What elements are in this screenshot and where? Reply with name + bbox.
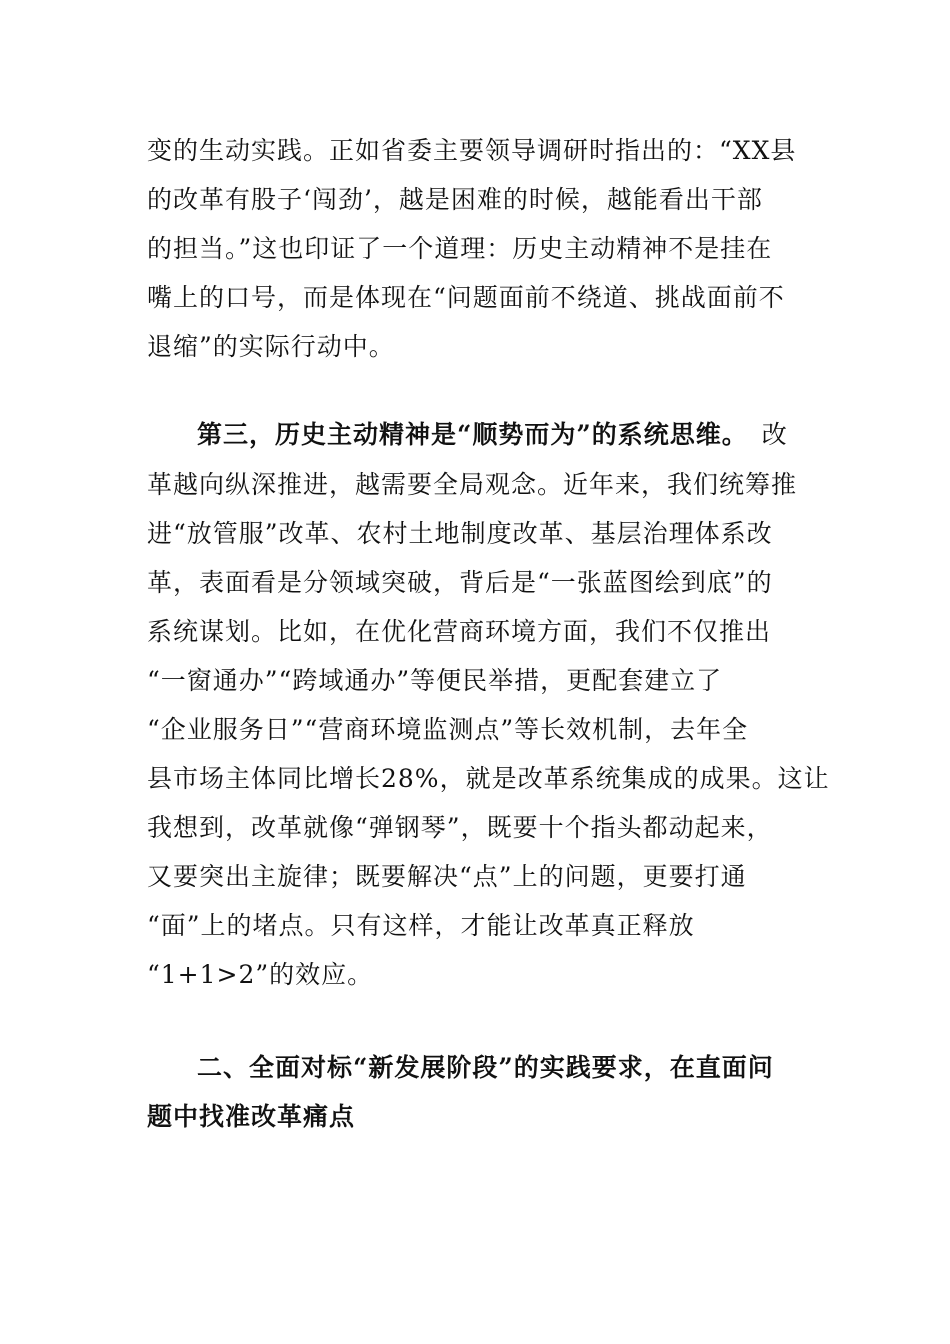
paragraph-line: “面”上的堵点。只有这样，才能让改革真正释放 [147, 911, 695, 940]
paragraph-line: 革越向纵深推进，越需要全局观念。近年来，我们统筹推 [147, 470, 798, 499]
paragraph-line: 退缩”的实际行动中。 [147, 332, 395, 361]
section-heading-line: 题中找准改革痛点 [147, 1102, 356, 1131]
paragraph-line: 进“放管服”改革、农村土地制度改革、基层治理体系改 [147, 519, 773, 548]
paragraph-line: “一窗通办”“跨域通办”等便民举措，更配套建立了 [147, 666, 723, 695]
paragraph-line: 又要突出主旋律；既要解决“点”上的问题，更要打通 [147, 862, 747, 891]
paragraph-text: 改 [761, 420, 788, 449]
paragraph-line: 系统谋划。比如，在优化营商环境方面，我们不仅推出 [147, 617, 772, 646]
paragraph-first-line [197, 420, 788, 450]
paragraph-heading: 第三，历史主动精神是“顺势而为”的系统思维。 [197, 420, 748, 449]
paragraph-line: 革，表面看是分领域突破，背后是“一张蓝图绘到底”的 [147, 568, 773, 597]
paragraph-line: 县市场主体同比增长28%，就是改革系统集成的成果。这让 [147, 764, 830, 793]
paragraph-line: 嘴上的口号，而是体现在“问题面前不绕道、挑战面前不 [147, 283, 785, 312]
paragraph-line: “企业服务日”“营商环境监测点”等长效机制，去年全 [147, 715, 749, 744]
section-heading-line: 二、全面对标“新发展阶段”的实践要求，在直面问 [197, 1053, 774, 1082]
paragraph-line: 我想到，改革就像“弹钢琴”，既要十个指头都动起来， [147, 813, 773, 842]
paragraph-line: 的担当。”这也印证了一个道理：历史主动精神不是挂在 [147, 234, 773, 263]
paragraph-line: 变的生动实践。正如省委主要领导调研时指出的：“XX县 [147, 136, 797, 165]
paragraph-line: 的改革有股子‘闯劲’，越是困难的时候，越能看出干部 [147, 185, 763, 214]
paragraph-line: “1+1>2”的效应。 [147, 960, 374, 989]
